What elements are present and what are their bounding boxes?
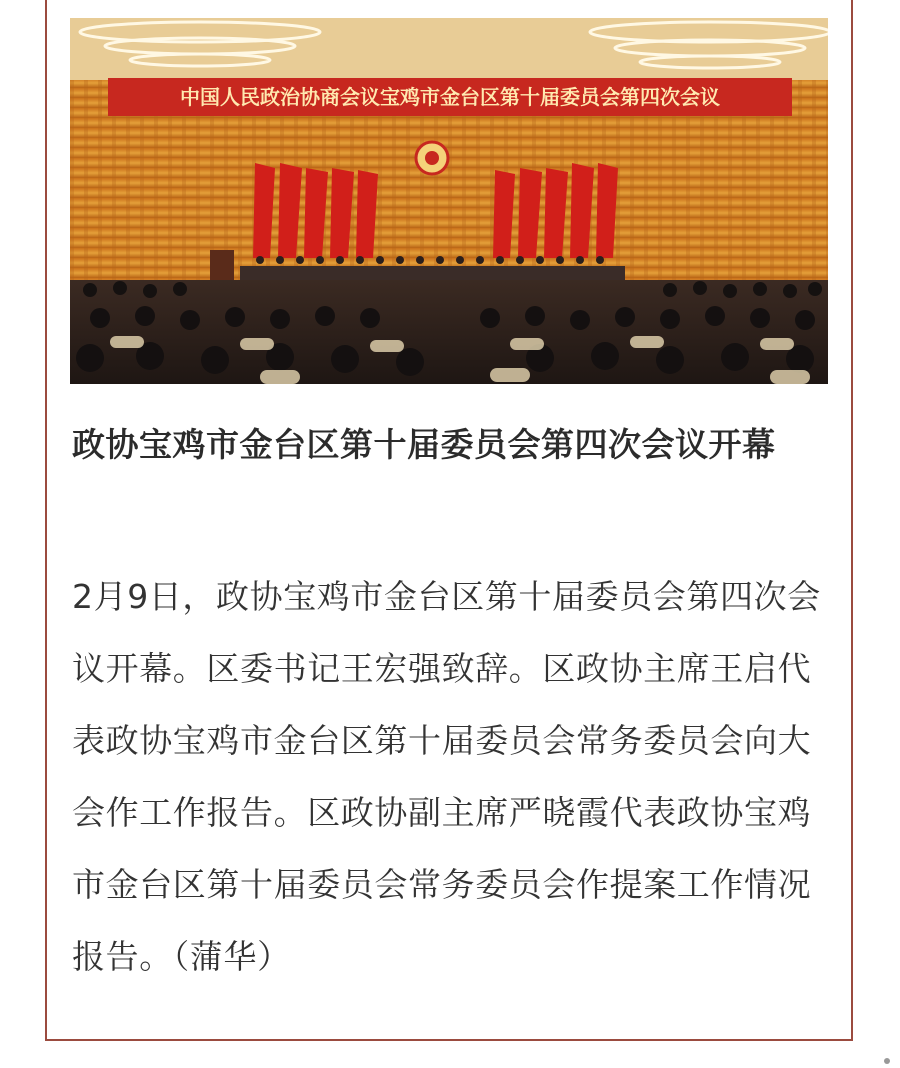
article-title: 政协宝鸡市金台区第十届委员会第四次会议开幕 xyxy=(72,425,776,464)
corner-dot xyxy=(884,1058,890,1064)
article-body: 2月9日，政协宝鸡市金台区第十届委员会第四次会议开幕。区委书记王宏强致辞。区政协主席王启代表政协宝鸡市金台区第十届委员会常务委员会向大会作工作报告。区政协副主席严晓霞代表政协宝鸡市金台区第十届委员会常务委员会作提案工作情况报告。（蒲华） xyxy=(72,577,821,976)
meeting-photo xyxy=(70,18,828,384)
meeting-photo-illustration xyxy=(70,18,828,384)
cppcc-emblem-icon xyxy=(416,142,448,174)
banner-text: 中国人民政治协商会议宝鸡市金台区第十届委员会第四次会议 xyxy=(180,85,720,109)
